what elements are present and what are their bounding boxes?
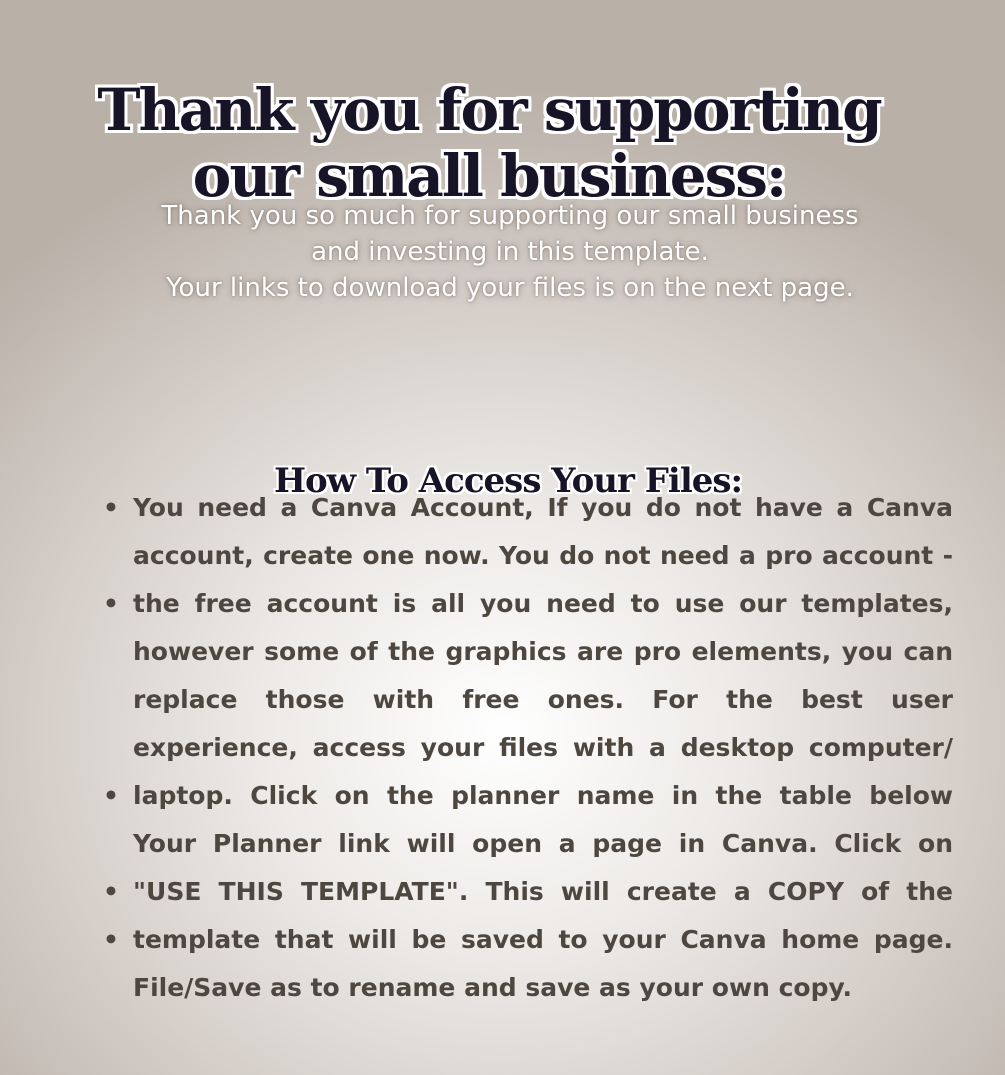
bullet-marker: • <box>103 589 119 618</box>
bullet-marker: • <box>103 781 119 810</box>
bullet-marker: • <box>103 925 119 954</box>
instruction-line <box>103 580 953 628</box>
instruction-line <box>103 772 953 820</box>
instruction-text: laptop. Click on the planner name in the table below <box>133 781 953 810</box>
instruction-line <box>103 868 953 916</box>
instruction-line <box>103 820 953 868</box>
instruction-line <box>103 964 953 1012</box>
section-heading: How To Access Your Files: <box>273 461 743 502</box>
intro-message <box>60 198 960 306</box>
instruction-text: template that will be saved to your Canva home page. <box>133 925 953 954</box>
instruction-text: however some of the graphics are pro elements, you can <box>133 637 953 666</box>
instruction-text: account, create one now. You do not need a pro account - <box>133 541 953 570</box>
bullet-marker: • <box>103 493 119 522</box>
instruction-text: replace those with free ones. For the best user <box>133 685 953 714</box>
instruction-text: File/Save as to rename and save as your own copy. <box>133 973 852 1002</box>
instruction-text: "USE THIS TEMPLATE". This will create a COPY of the <box>133 877 953 906</box>
instruction-line <box>103 484 953 532</box>
intro-line-3: Your links to download your files is on the next page. <box>166 273 854 303</box>
instruction-line <box>103 916 953 964</box>
instruction-text: You need a Canva Account, If you do not have a Canva <box>133 493 953 522</box>
instruction-line <box>103 676 953 724</box>
instruction-line <box>103 532 953 580</box>
instruction-text: the free account is all you need to use our templates, <box>133 589 953 618</box>
bullet-marker: • <box>103 877 119 906</box>
instructions-list <box>103 484 953 1012</box>
instruction-text: experience, access your files with a desktop computer/ <box>133 733 953 762</box>
instruction-line <box>103 724 953 772</box>
instruction-line <box>103 628 953 676</box>
intro-line-1: Thank you so much for supporting our small business <box>161 201 859 231</box>
intro-line-2: and investing in this template. <box>311 237 709 267</box>
instruction-text: Your Planner link will open a page in Canva. Click on <box>133 829 953 858</box>
title-line-1: Thank you for supporting <box>97 75 881 144</box>
title-line-2: our small business: <box>192 141 786 210</box>
page-title <box>0 77 978 209</box>
